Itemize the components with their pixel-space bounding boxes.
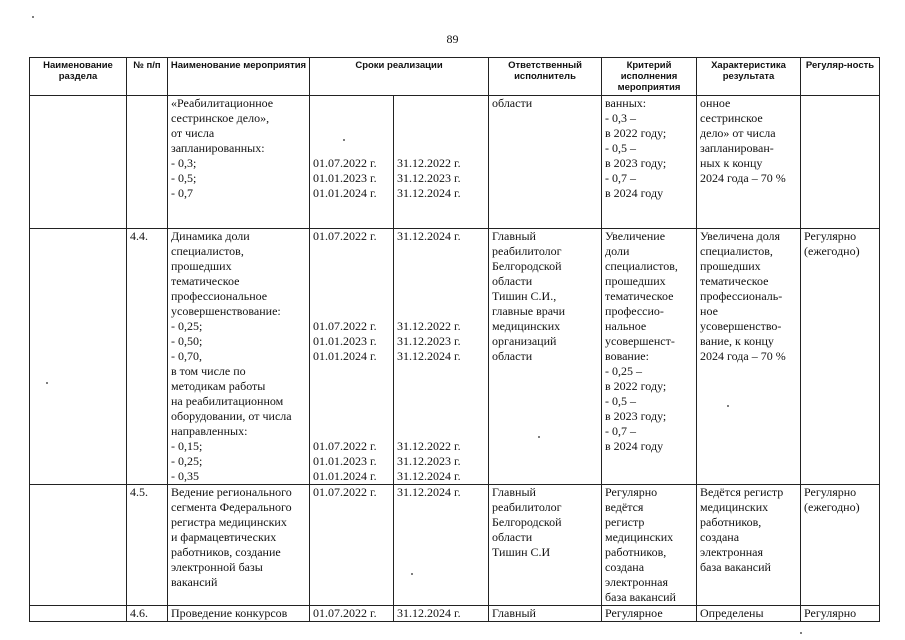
regularity-line: (ежегодно)	[804, 244, 860, 258]
responsible-line: области	[492, 349, 533, 363]
result-line: создана	[700, 530, 740, 544]
start-line	[313, 126, 390, 141]
activity-line: от числа	[171, 126, 215, 140]
scan-speck	[411, 573, 413, 575]
end-line: 31.12.2024 г.	[397, 606, 461, 620]
result-line: вание, к концу	[700, 334, 774, 348]
cell-end	[394, 96, 489, 229]
responsible-line: области	[492, 274, 533, 288]
start-line	[313, 409, 390, 424]
start-line: 01.07.2022 г.	[313, 319, 377, 333]
end-line	[397, 274, 485, 289]
cell-responsible	[489, 229, 602, 485]
start-line	[313, 424, 390, 439]
activity-line: Динамика доли	[171, 229, 250, 243]
start-line: 01.07.2022 г.	[313, 229, 377, 243]
end-line	[397, 364, 485, 379]
activity-line: профессиональное	[171, 289, 268, 303]
criterion-line: электронная	[605, 575, 669, 589]
cell-activity	[168, 229, 310, 485]
activity-line: работников, создание	[171, 545, 281, 559]
activity-line: - 0,3;	[171, 156, 197, 170]
scan-speck	[46, 382, 48, 384]
responsible-line: главные врачи	[492, 304, 566, 318]
start-line: 01.01.2023 г.	[313, 171, 377, 185]
header-criterion: Критерий исполнения мероприятия	[602, 58, 697, 96]
criterion-line: - 0,5 –	[605, 141, 637, 155]
cell-end	[394, 229, 489, 485]
scan-speck	[538, 436, 540, 438]
responsible-line: реабилитолог	[492, 244, 562, 258]
criterion-line: Увеличение	[605, 229, 666, 243]
criterion-line: тематическое	[605, 289, 674, 303]
cell-responsible	[489, 96, 602, 229]
activity-line: - 0,25;	[171, 319, 203, 333]
activity-line: и фармацевтических	[171, 530, 277, 544]
result-line: тематическое	[700, 274, 769, 288]
end-line: 31.12.2022 г.	[397, 156, 461, 170]
cell-section	[30, 485, 127, 606]
cell-num: 4.5.	[127, 485, 168, 606]
start-line: 01.01.2024 г.	[313, 349, 377, 363]
result-line: база вакансий	[700, 560, 771, 574]
result-line: Увеличена доля	[700, 229, 781, 243]
cell-criterion	[602, 96, 697, 229]
end-line: 31.12.2023 г.	[397, 454, 461, 468]
end-line: 31.12.2024 г.	[397, 485, 461, 499]
activity-line: - 0,25;	[171, 454, 203, 468]
start-line	[313, 244, 390, 259]
criterion-line: медицинских	[605, 530, 674, 544]
end-line	[397, 424, 485, 439]
result-line: прошедших	[700, 259, 761, 273]
criterion-line: - 0,25 –	[605, 364, 643, 378]
start-line: 01.07.2022 г.	[313, 156, 377, 170]
result-line: Ведётся регистр	[700, 485, 784, 499]
regularity-line: Регулярно	[804, 606, 857, 620]
criterion-line: - 0,7 –	[605, 424, 637, 438]
start-line	[313, 111, 390, 126]
end-line: 31.12.2022 г.	[397, 319, 461, 333]
cell-activity	[168, 606, 310, 622]
result-line: медицинских	[700, 500, 769, 514]
activity-line: методикам работы	[171, 379, 266, 393]
result-line: онное	[700, 96, 731, 110]
activity-line: запланированных:	[171, 141, 265, 155]
start-line: 01.01.2023 г.	[313, 454, 377, 468]
responsible-line: области	[492, 96, 533, 110]
responsible-line: Белгородской	[492, 515, 562, 529]
cell-criterion	[602, 485, 697, 606]
scan-speck	[32, 16, 34, 18]
cell-section	[30, 96, 127, 229]
start-line	[313, 141, 390, 156]
criterion-line: работников,	[605, 545, 667, 559]
end-line: 31.12.2024 г.	[397, 186, 461, 200]
responsible-line: организаций	[492, 334, 557, 348]
result-line: Определены	[700, 606, 764, 620]
activity-line: «Реабилитационное	[171, 96, 274, 110]
start-line	[313, 259, 390, 274]
responsible-line: медицинских	[492, 319, 561, 333]
regularity-line: (ежегодно)	[804, 500, 860, 514]
cell-result	[697, 485, 801, 606]
criterion-line: создана	[605, 560, 645, 574]
cell-start	[310, 96, 394, 229]
responsible-line: реабилитолог	[492, 500, 562, 514]
activities-table	[29, 57, 880, 622]
result-line: ное	[700, 304, 718, 318]
criterion-line: доли	[605, 244, 630, 258]
result-line: профессиональ-	[700, 289, 783, 303]
cell-regularity	[801, 485, 880, 606]
header-regularity: Регуляр-ность	[801, 58, 880, 96]
start-line	[313, 379, 390, 394]
end-line: 31.12.2023 г.	[397, 171, 461, 185]
criterion-line: база вакансий	[605, 590, 676, 604]
activity-line: электронной базы	[171, 560, 263, 574]
end-line: 31.12.2022 г.	[397, 439, 461, 453]
end-line: 31.12.2024 г.	[397, 469, 461, 483]
header-responsible: Ответственный исполнитель	[489, 58, 602, 96]
result-line: работников,	[700, 515, 762, 529]
end-line	[397, 111, 485, 126]
activity-line: вакансий	[171, 575, 218, 589]
header-section: Наименование раздела	[30, 58, 127, 96]
cell-num	[127, 96, 168, 229]
cell-start	[310, 485, 394, 606]
result-line: ных к концу	[700, 156, 763, 170]
result-line: электронная	[700, 545, 764, 559]
start-line	[313, 96, 390, 111]
start-line	[313, 304, 390, 319]
header-terms: Сроки реализации	[310, 58, 489, 96]
end-line: 31.12.2023 г.	[397, 334, 461, 348]
table-row	[30, 229, 880, 485]
result-line: сестринское	[700, 111, 763, 125]
result-line: дело» от числа	[700, 126, 776, 140]
criterion-line: Регулярно	[605, 485, 658, 499]
activity-line: - 0,70,	[171, 349, 202, 363]
cell-regularity	[801, 606, 880, 622]
criterion-line: прошедших	[605, 274, 666, 288]
criterion-line: в 2024 году	[605, 439, 664, 453]
criterion-line: - 0,7 –	[605, 171, 637, 185]
criterion-line: - 0,3 –	[605, 111, 637, 125]
result-line: 2024 года – 70 %	[700, 349, 786, 363]
criterion-line: усовершенст-	[605, 334, 675, 348]
start-line	[313, 289, 390, 304]
header-activity: Наименование мероприятия	[168, 58, 310, 96]
activity-line: в том числе по	[171, 364, 246, 378]
start-line: 01.01.2023 г.	[313, 334, 377, 348]
criterion-line: вование:	[605, 349, 649, 363]
start-line: 01.07.2022 г.	[313, 439, 377, 453]
regularity-line	[804, 96, 876, 111]
criterion-line: регистр	[605, 515, 645, 529]
start-line	[313, 394, 390, 409]
end-line	[397, 304, 485, 319]
end-line	[397, 96, 485, 111]
end-line	[397, 379, 485, 394]
cell-activity	[168, 485, 310, 606]
start-line	[313, 274, 390, 289]
activity-line: сегмента Федерального	[171, 500, 292, 514]
activity-line: регистра медицинских	[171, 515, 287, 529]
cell-result	[697, 96, 801, 229]
end-line	[397, 141, 485, 156]
table-row	[30, 606, 880, 622]
criterion-line: профессио-	[605, 304, 664, 318]
activity-line: - 0,5;	[171, 171, 197, 185]
activity-line: - 0,50;	[171, 334, 203, 348]
cell-regularity	[801, 96, 880, 229]
responsible-line: Белгородской	[492, 259, 562, 273]
cell-section	[30, 606, 127, 622]
cell-start	[310, 606, 394, 622]
activity-line: усовершенствование:	[171, 304, 281, 318]
header-result: Характеристика результата	[697, 58, 801, 96]
activity-line: оборудовании, от числа	[171, 409, 292, 423]
table-row	[30, 96, 880, 229]
end-line	[397, 289, 485, 304]
cell-responsible	[489, 485, 602, 606]
cell-criterion	[602, 606, 697, 622]
cell-start	[310, 229, 394, 485]
criterion-line: ванных:	[605, 96, 647, 110]
cell-criterion	[602, 229, 697, 485]
activity-line: направленных:	[171, 424, 248, 438]
cell-activity	[168, 96, 310, 229]
cell-section	[30, 229, 127, 485]
criterion-line: Регулярное	[605, 606, 663, 620]
table-row	[30, 485, 880, 606]
regularity-line: Регулярно	[804, 485, 857, 499]
activity-line: Ведение регионального	[171, 485, 292, 499]
criterion-line: специалистов,	[605, 259, 678, 273]
criterion-line: в 2022 году;	[605, 126, 667, 140]
result-line: усовершенство-	[700, 319, 782, 333]
page-number: 89	[446, 32, 459, 46]
responsible-line: Главный	[492, 485, 536, 499]
responsible-line: Тишин С.И.,	[492, 289, 557, 303]
end-line	[397, 409, 485, 424]
end-line: 31.12.2024 г.	[397, 229, 461, 243]
regularity-line: Регулярно	[804, 229, 857, 243]
criterion-line: нальное	[605, 319, 647, 333]
end-line	[397, 259, 485, 274]
criterion-line: в 2023 году;	[605, 409, 667, 423]
end-line	[397, 394, 485, 409]
responsible-line: Главный	[492, 606, 536, 620]
header-num: № п/п	[127, 58, 168, 96]
cell-num: 4.4.	[127, 229, 168, 485]
start-line	[313, 364, 390, 379]
scan-speck	[343, 139, 345, 141]
activity-line: - 0,7	[171, 186, 193, 200]
cell-result	[697, 606, 801, 622]
responsible-line: Главный	[492, 229, 536, 243]
activity-line: сестринское дело»,	[171, 111, 270, 125]
cell-end	[394, 606, 489, 622]
cell-regularity	[801, 229, 880, 485]
result-line: запланирован-	[700, 141, 774, 155]
criterion-line: в 2022 году;	[605, 379, 667, 393]
table-header-row	[30, 58, 880, 96]
scan-speck	[727, 405, 729, 407]
responsible-line: Тишин С.И	[492, 545, 551, 559]
criterion-line: в 2024 году	[605, 186, 664, 200]
activity-line: - 0,15;	[171, 439, 203, 453]
responsible-line: области	[492, 530, 533, 544]
activity-line: специалистов,	[171, 244, 244, 258]
activity-line: - 0,35	[171, 469, 199, 483]
start-line: 01.07.2022 г.	[313, 606, 377, 620]
cell-num: 4.6.	[127, 606, 168, 622]
start-line: 01.01.2024 г.	[313, 186, 377, 200]
scan-speck	[800, 632, 802, 634]
criterion-line: в 2023 году;	[605, 156, 667, 170]
activity-line: прошедших	[171, 259, 232, 273]
cell-responsible	[489, 606, 602, 622]
start-line: 01.01.2024 г.	[313, 469, 377, 483]
activity-line: Проведение конкурсов	[171, 606, 288, 620]
result-line: специалистов,	[700, 244, 773, 258]
cell-end	[394, 485, 489, 606]
criterion-line: - 0,5 –	[605, 394, 637, 408]
end-line: 31.12.2024 г.	[397, 349, 461, 363]
activity-line: на реабилитационном	[171, 394, 284, 408]
end-line	[397, 126, 485, 141]
activity-line: тематическое	[171, 274, 240, 288]
cell-result	[697, 229, 801, 485]
end-line	[397, 244, 485, 259]
result-line: 2024 года – 70 %	[700, 171, 786, 185]
start-line: 01.07.2022 г.	[313, 485, 377, 499]
criterion-line: ведётся	[605, 500, 644, 514]
